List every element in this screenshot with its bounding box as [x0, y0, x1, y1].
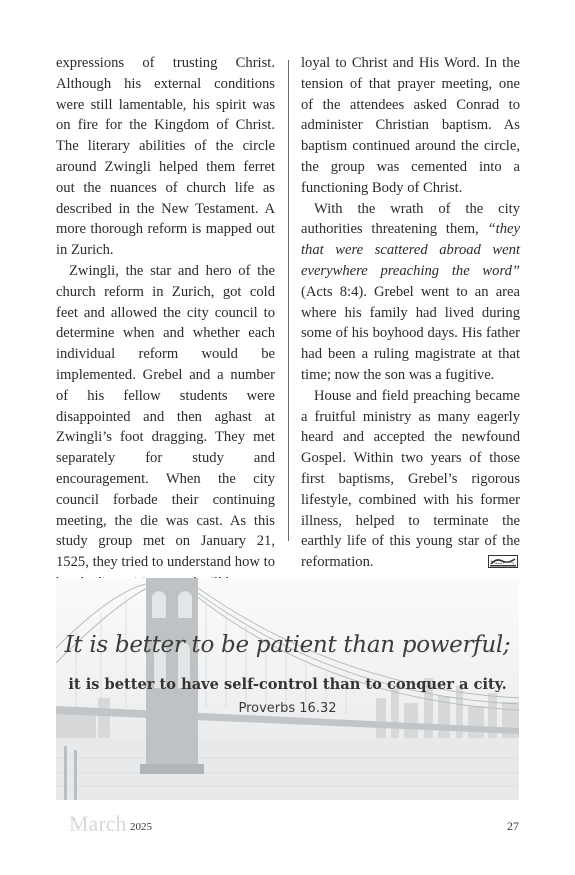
end-mark-icon — [488, 555, 518, 568]
footer-year: 2025 — [130, 821, 152, 833]
left-text-column — [56, 53, 275, 594]
paragraph: Zwingli, the star and hero of the church reform in Zurich, got cold feet and allowed the city council to determine when and whether each individual reform would be implemented. Grebel and a number of his fellow students were disappointed and then aghast at Zwingli’s foot dragging. They met separately for study and encouragement. When the city council forbade their continuing meeting, the die was cast. As this study group met on January 21, 1525, they tried to understand how to — [56, 262, 275, 571]
page-number: 27 — [507, 819, 519, 833]
footer-month: March — [69, 811, 127, 836]
quote-line-1: It is better to be patient than powerful; — [64, 632, 511, 658]
paragraph: expressions of trusting Christ. Although his external conditions were still lamentable, his spirit was on fire for the Kingdom of Christ. The literary abilities of the circle around Zwingli helped them ferret out the nuances of church life as described in the New Testament. A more thorough reform is mapped out in Zurich. — [56, 55, 275, 259]
column-divider — [288, 60, 289, 541]
paragraph — [301, 199, 520, 386]
paragraph: House and field preaching became a fruitful ministry as many eagerly heard and accepted the newfound Gospel. Within two years of those first baptisms, Grebel’s rigorous lifestyle, combined with his former illness, helped to terminate the earthly life of this young star of the reformation. — [301, 387, 520, 571]
paragraph-text: (Acts 8:4). Grebel went to an area where his family had lived during some of his boyhood days. His father had been a ruling magistrate at that time; now the son was a fugitive. — [301, 283, 520, 383]
paragraph-text: With the wrath of the city authorities threatening them, — [301, 200, 520, 238]
scripture-quote: “they that were scattered abroad went everywhere preaching the word” — [301, 221, 520, 279]
quote-reference: Proverbs 16.32 — [238, 701, 337, 716]
paragraph: loyal to Christ and His Word. In the tension of that prayer meeting, one of the attendees asked Conrad to administer Christian baptism. As baptism continued around the circle, the group was cemented into a functioning Body of Christ. — [301, 55, 520, 196]
quote-line-2: it is better to have self-control than to conquer a city. — [68, 676, 507, 693]
right-text-column — [301, 53, 520, 573]
